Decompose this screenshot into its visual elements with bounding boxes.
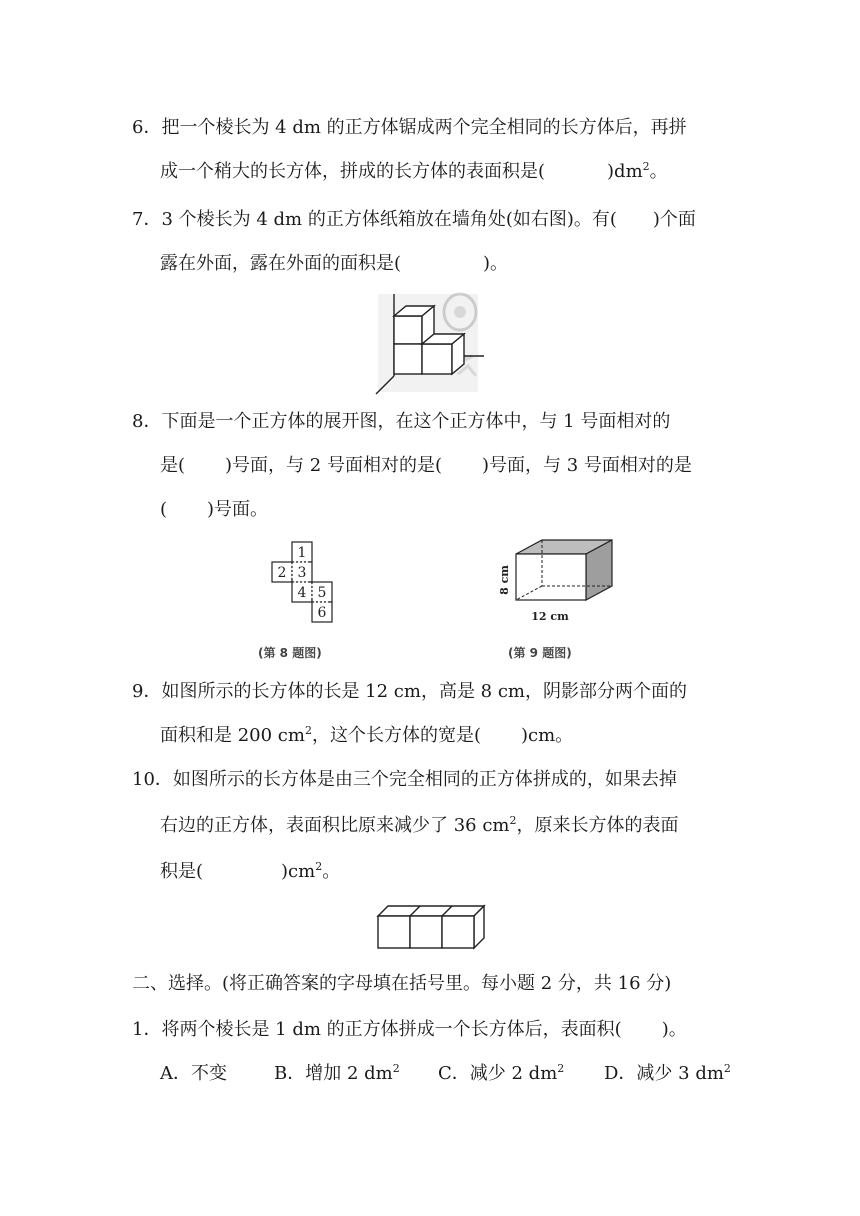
q9-text-c: )cm。 — [520, 725, 574, 746]
q6-text-a: 成一个稍大的长方体，拼成的长方体的表面积是( — [160, 161, 546, 182]
option-c[interactable] — [438, 1062, 604, 1086]
q10-line2 — [160, 814, 679, 838]
q8-text-a: 是( — [160, 455, 186, 476]
fig9-cuboid — [496, 536, 618, 628]
net-face-5: 5 — [317, 585, 327, 601]
option-b-text: B．增加 2 dm — [274, 1063, 393, 1084]
net-face-6: 6 — [317, 605, 327, 621]
option-b[interactable] — [274, 1062, 438, 1086]
q6-text-c: 。 — [649, 161, 668, 182]
front-face — [516, 554, 586, 600]
option-a[interactable]: A．不变 — [160, 1063, 227, 1084]
s2q1-stem-text: 1．将两个棱长是 1 dm 的正方体拼成一个长方体后，表面积( — [132, 1019, 622, 1040]
q10-line3 — [160, 860, 340, 884]
q6-sup: 2 — [642, 160, 650, 173]
q6-line1: 6．把一个棱长为 4 dm 的正方体锯成两个完全相同的长方体后，再拼 — [132, 117, 687, 138]
height-label: 8 cm — [498, 565, 511, 595]
q8-text-e: )号面。 — [207, 499, 269, 520]
q10-text-c: 积是( — [160, 861, 204, 882]
option-d-sup: 2 — [723, 1062, 731, 1075]
fig8-caption: (第 8 题图) — [258, 646, 322, 660]
length-label: 12 cm — [531, 610, 569, 623]
q10-text-d: )cm — [281, 861, 316, 882]
q7-text-c: 露在外面，露在外面的面积是( — [160, 253, 402, 274]
fig8-cube-net — [268, 538, 344, 626]
q8-text-d: ( — [160, 499, 168, 520]
q7-text-a: 7．3 个棱长为 4 dm 的正方体纸箱放在墙角处(如右图)。有( — [132, 209, 617, 230]
s2q1-options — [160, 1062, 731, 1086]
q10-text-a: 右边的正方体，表面积比原来减少了 36 cm — [160, 815, 510, 836]
q9-sup: 2 — [304, 724, 312, 737]
q9-text-a: 面积和是 200 cm — [160, 725, 305, 746]
s2q1-stem-end: )。 — [661, 1019, 687, 1040]
q10-line1: 10．如图所示的长方体是由三个完全相同的正方体拼成的，如果去掉 — [132, 769, 677, 790]
q10-three-cubes-figure — [374, 902, 490, 952]
option-b-sup: 2 — [392, 1062, 400, 1075]
q10-sup2: 2 — [315, 860, 323, 873]
q10-text-b: ，原来长方体的表面 — [516, 815, 679, 836]
net-face-2: 2 — [277, 565, 287, 581]
q9-line1: 9．如图所示的长方体的长是 12 cm，高是 8 cm，阴影部分两个面的 — [132, 681, 687, 702]
q8-text-c: )号面，与 3 号面相对的是 — [481, 455, 692, 476]
q8-line3 — [160, 498, 268, 522]
q7-line2 — [160, 252, 508, 276]
q7-corner-cubes-figure — [372, 286, 490, 396]
net-face-3: 3 — [297, 565, 307, 581]
s2q1-stem — [132, 1018, 687, 1042]
option-c-text: C．减少 2 dm — [438, 1063, 558, 1084]
net-face-1: 1 — [297, 545, 307, 561]
q7-text-d: )。 — [483, 253, 509, 274]
option-c-sup: 2 — [557, 1062, 565, 1075]
q10-text-e: 。 — [322, 861, 341, 882]
q6-text-b: )dm — [607, 161, 643, 182]
q10-sup: 2 — [509, 814, 517, 827]
q8-line1: 8．下面是一个正方体的展开图，在这个正方体中，与 1 号面相对的 — [132, 411, 671, 432]
q9-line2 — [160, 724, 573, 748]
q9-text-b: ，这个长方体的宽是( — [311, 725, 481, 746]
option-d[interactable] — [604, 1062, 731, 1086]
q7-line1 — [132, 208, 696, 232]
net-face-4: 4 — [297, 585, 307, 601]
q8-text-b: )号面，与 2 号面相对的是( — [225, 455, 442, 476]
q6-line2 — [160, 160, 668, 184]
section2-title: 二、选择。(将正确答案的字母填在括号里。每小题 2 分，共 16 分) — [132, 973, 672, 994]
q8-line2 — [160, 454, 692, 478]
fig9-caption: (第 9 题图) — [508, 646, 572, 660]
q7-text-b: )个面 — [652, 209, 696, 230]
option-d-text: D．减少 3 dm — [604, 1063, 724, 1084]
